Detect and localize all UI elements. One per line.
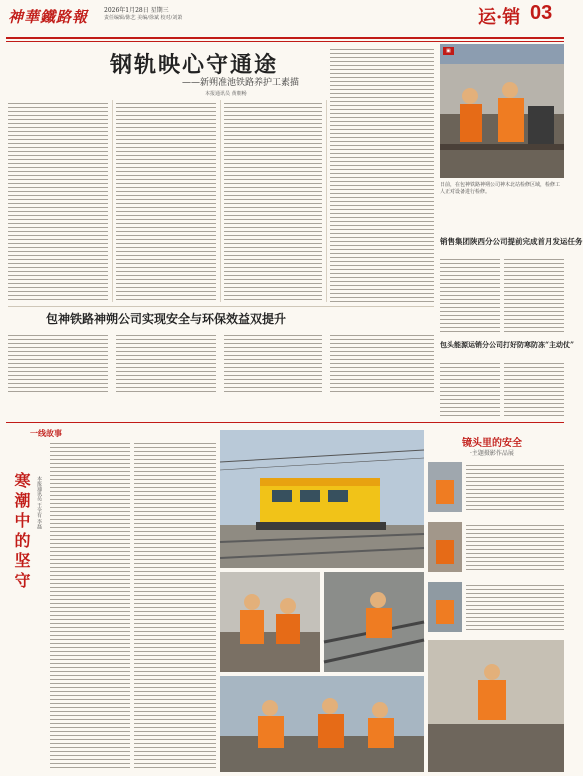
column-divider: [326, 100, 327, 302]
column-authors: 本报通讯员 王全有 李磊: [36, 476, 42, 530]
safety-text-1: [466, 462, 564, 512]
right-low-text-2: [504, 360, 564, 418]
right-mid-text-2: [504, 256, 564, 332]
column-title: 寒潮中的坚守: [12, 472, 31, 592]
safety-text-3: [466, 582, 564, 632]
safety-photo-4: [428, 640, 564, 772]
safety-photo-heading: 镜头里的安全: [462, 438, 522, 449]
masthead-rule-thin: [6, 41, 564, 42]
track-workers-photo: [220, 572, 320, 672]
secondary-text-col-4: [330, 332, 434, 394]
issue-date: 2026年1月28日 星期三: [104, 7, 169, 14]
column-label: 一线故事: [30, 428, 62, 438]
lead-byline: 本报通讯员 黄朝畅: [205, 91, 247, 97]
section-tag: ▣: [443, 47, 454, 55]
newspaper-logo: 神華鐵路報: [8, 8, 89, 26]
photo-caption-top: 日前，在包神铁路神朔公司神木北站检修区域，检修工人正对设备进行检修。: [440, 182, 561, 195]
page-number: 03: [530, 2, 553, 24]
lead-text-col-4: [330, 46, 434, 302]
masthead-rule: [6, 37, 564, 39]
column-text-1: [50, 440, 130, 770]
lower-section-rule: [6, 422, 564, 423]
lead-subhead: ——新朔准池铁路养护工素描: [182, 78, 300, 88]
right-mid-text-1: [440, 256, 500, 332]
secondary-text-col-2: [116, 332, 216, 394]
safety-photo-subheading: ·主题摄影作品展: [470, 450, 514, 457]
right-low-text-1: [440, 360, 500, 418]
section-divider: [8, 306, 434, 307]
column-divider: [220, 100, 221, 302]
workers-photo: [440, 44, 564, 178]
safety-text-2: [466, 522, 564, 572]
column-text-2: [134, 440, 216, 770]
right-mid-headline: 销售集团陕西分公司提前完成首月发运任务: [440, 237, 583, 246]
rail-check-photo: [324, 572, 424, 672]
section-title: 运·销: [478, 7, 521, 28]
editor-credits: 责任编辑/陈艺 美编/徐斌 校对/刘萧: [104, 15, 183, 21]
secondary-text-col-3: [224, 332, 322, 394]
safety-photo-3: [428, 582, 462, 632]
rail-vehicle-photo: [220, 430, 424, 568]
winter-workers-photo: [220, 676, 424, 772]
lead-text-col-1: [8, 100, 108, 302]
safety-photo-2: [428, 522, 462, 572]
column-divider: [112, 100, 113, 302]
lead-text-col-3: [224, 100, 322, 302]
safety-photo-1: [428, 462, 462, 512]
lead-headline: 钢轨映心守通途: [110, 52, 279, 78]
secondary-text-col-1: [8, 332, 108, 394]
lead-text-col-2: [116, 100, 216, 302]
right-low-headline: 包头能源运销分公司打好防寒防冻“主动仗”: [440, 340, 575, 349]
masthead: [0, 0, 570, 44]
secondary-headline: 包神铁路神朔公司实现安全与环保效益双提升: [46, 312, 287, 326]
